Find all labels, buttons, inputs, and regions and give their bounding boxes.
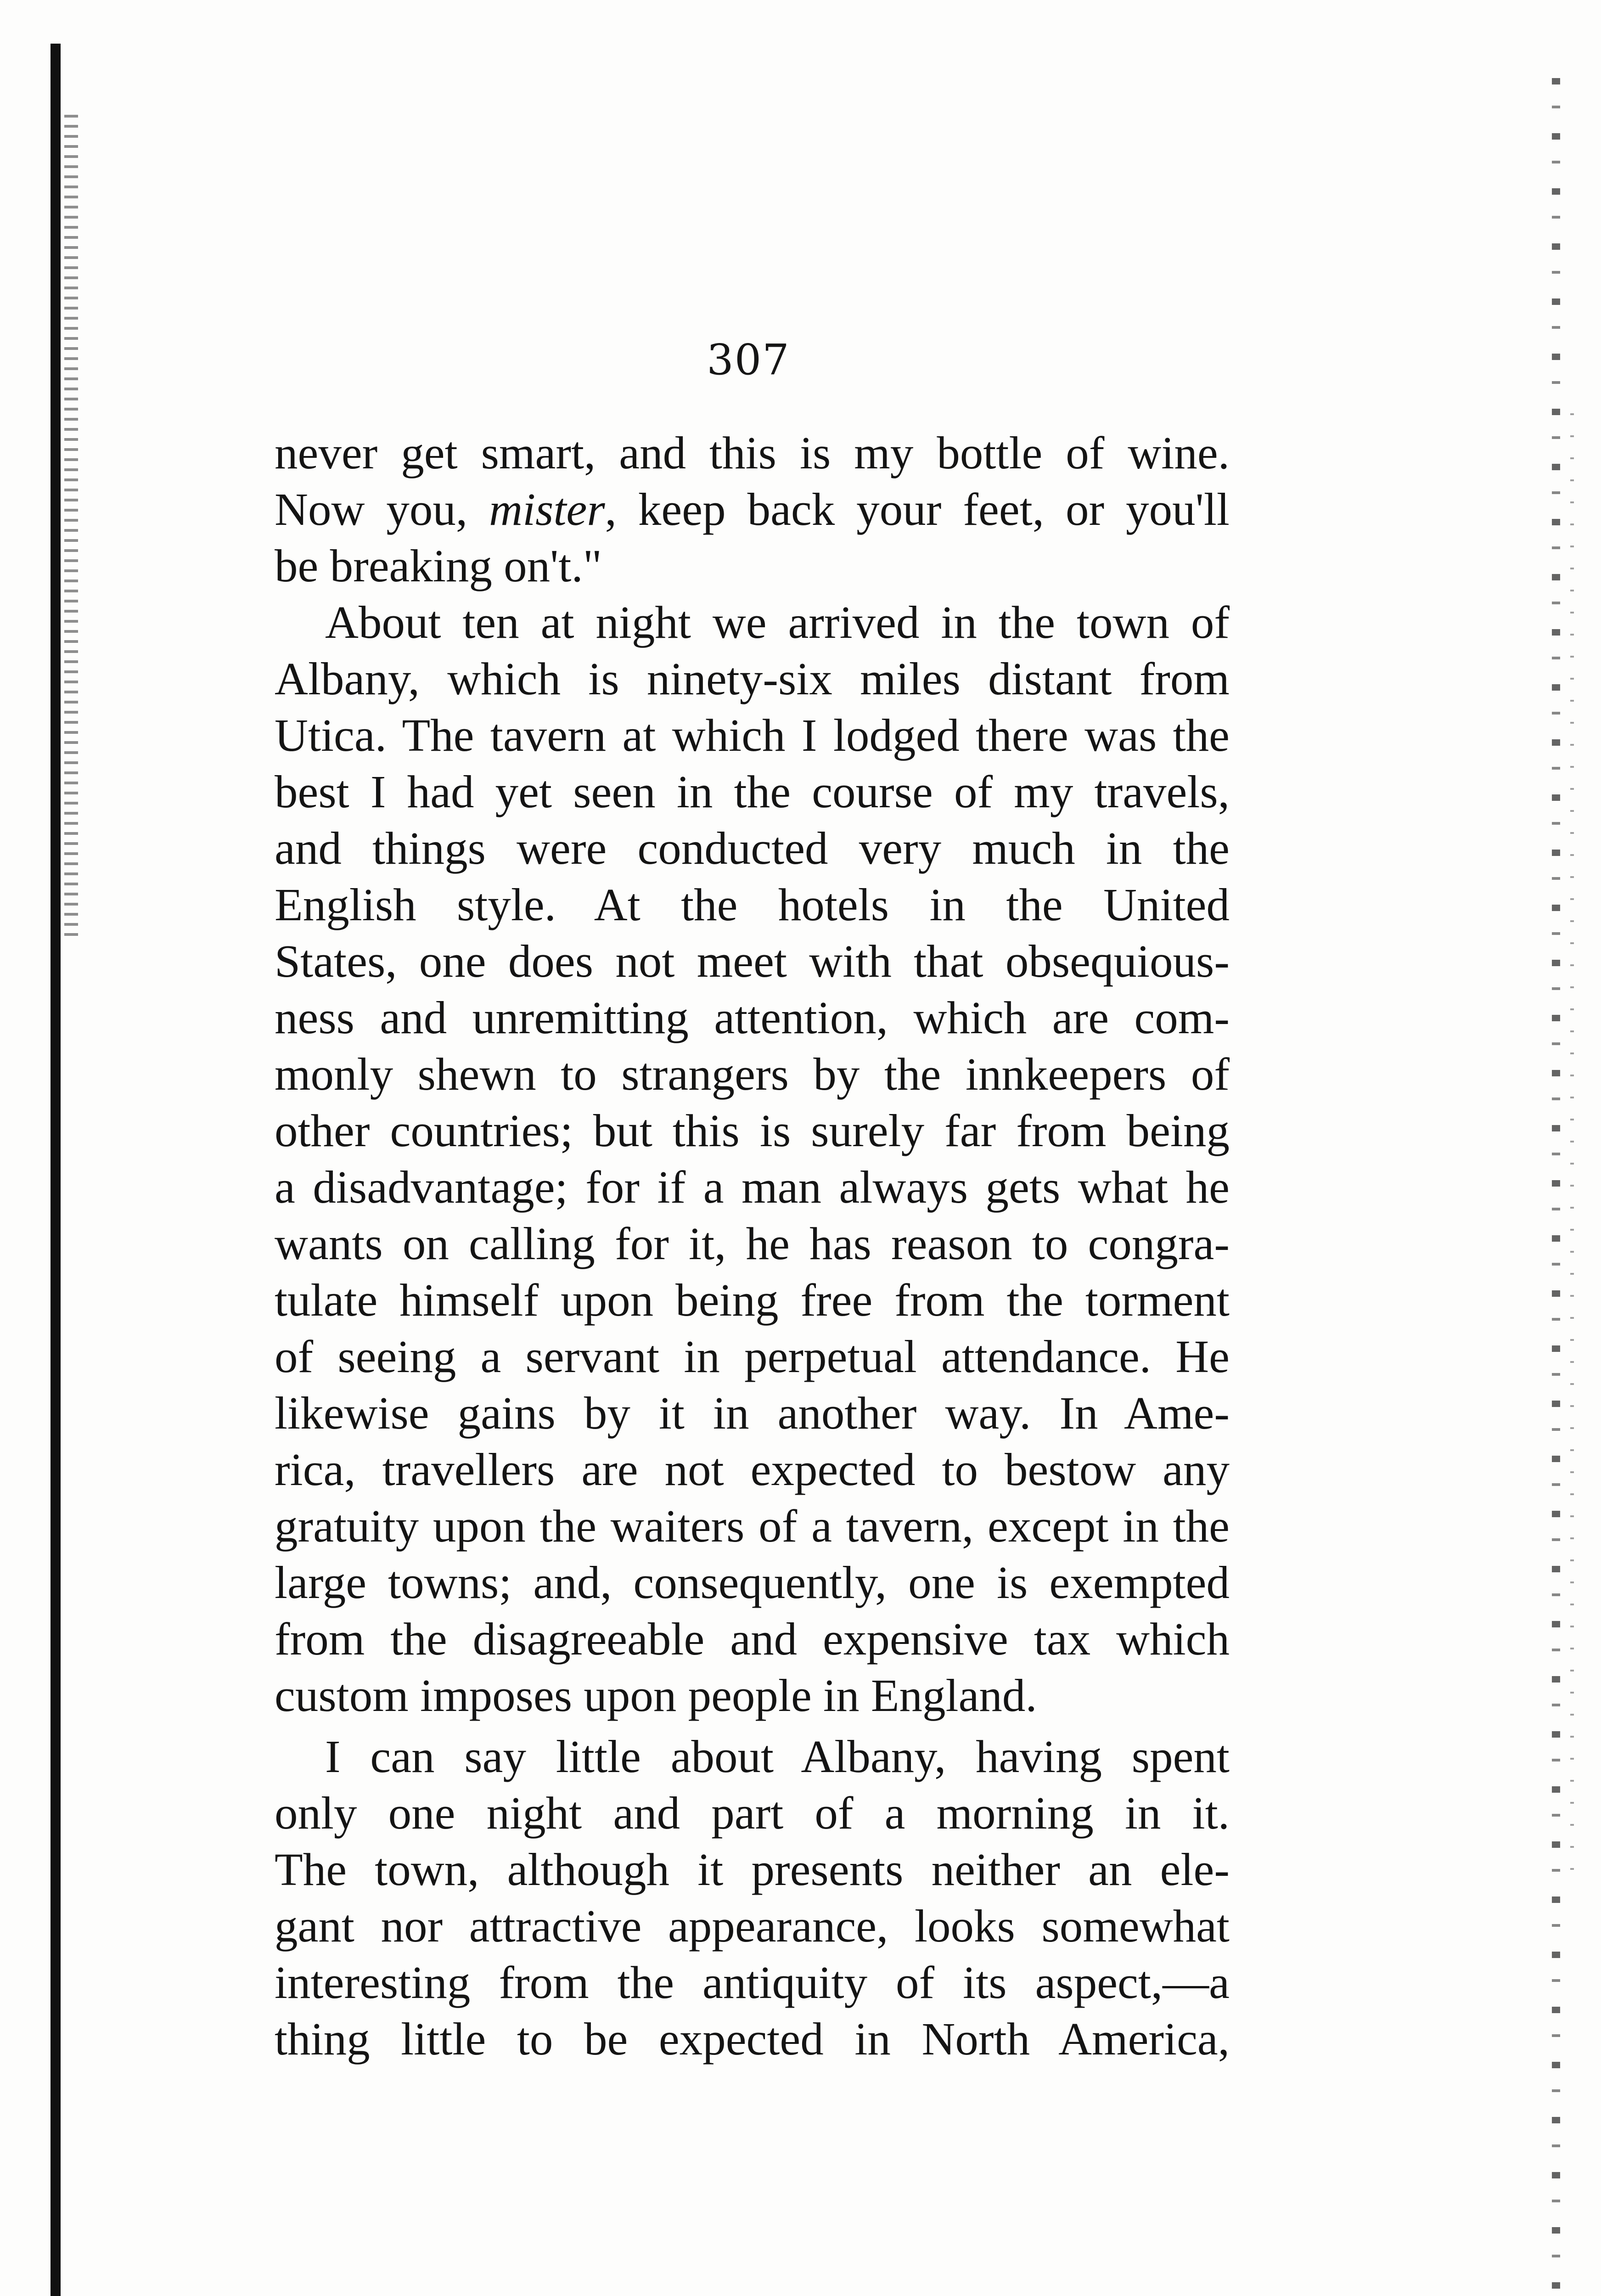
- text-line: and things were conducted very much in the: [275, 822, 1230, 874]
- paragraph-1: [275, 425, 1230, 594]
- text-line: ness and unremitting attention, which are com-: [275, 992, 1230, 1043]
- text-line: tulate himself upon being free from the torment: [275, 1274, 1230, 1326]
- text-line: large towns; and, consequently, one is exempted: [275, 1557, 1230, 1608]
- text-line: The town, although it presents neither an ele-: [275, 1844, 1230, 1895]
- text-line: custom imposes upon people in England.: [275, 1670, 1037, 1721]
- text-line: English style. At the hotels in the United: [275, 879, 1230, 930]
- text-line: interesting from the antiquity of its aspect,—a: [275, 1957, 1230, 2008]
- text-line: a disadvantage; for if a man always gets what he: [275, 1161, 1230, 1213]
- text-line: best I had yet seen in the course of my travels,: [275, 766, 1230, 817]
- text-line: only one night and part of a morning in it.: [275, 1787, 1230, 1839]
- text-line: from the disagreeable and expensive tax which: [275, 1613, 1230, 1665]
- text-run: Now you,: [275, 484, 489, 535]
- page-edge-right: [1552, 78, 1560, 2296]
- text-line: likewise gains by it in another way. In Ame-: [275, 1387, 1230, 1439]
- text-line: rica, travellers are not expected to bestow any: [275, 1444, 1230, 1495]
- text-line-with-italic: [275, 481, 1230, 538]
- text-line: Albany, which is ninety-six miles distant from: [275, 653, 1230, 704]
- italic-word: mister: [489, 484, 605, 535]
- text-line: of seeing a servant in perpetual attendance. He: [275, 1331, 1230, 1382]
- text-line: Utica. The tavern at which I lodged there was the: [275, 709, 1230, 761]
- binding-edge: [51, 44, 61, 2296]
- text-line: monly shewn to strangers by the innkeepers of: [275, 1048, 1230, 1100]
- page-number: 307: [707, 335, 790, 384]
- page-edge-right-texture: [1570, 413, 1574, 1883]
- paragraph-3: [275, 1728, 1230, 2067]
- text-line: States, one does not meet with that obsequious-: [275, 935, 1230, 987]
- text-line: thing little to be expected in North America,: [275, 2013, 1230, 2065]
- paragraph-gap: [275, 1724, 1230, 1728]
- body-text: [275, 425, 1230, 2067]
- text-line: other countries; but this is surely far from being: [275, 1105, 1230, 1156]
- text-line: be breaking on't.": [275, 540, 602, 591]
- text-line: I can say little about Albany, having spent: [325, 1731, 1230, 1782]
- text-line: gant nor attractive appearance, looks somewhat: [275, 1900, 1230, 1952]
- text-line: About ten at night we arrived in the town of: [325, 597, 1230, 648]
- text-run: , keep back your feet, or you'll: [605, 484, 1230, 535]
- text-line: never get smart, and this is my bottle of wine.: [275, 427, 1230, 478]
- binding-texture: [64, 115, 78, 941]
- text-line: gratuity upon the waiters of a tavern, except in the: [275, 1500, 1230, 1552]
- paragraph-2: [275, 594, 1230, 1724]
- text-line: wants on calling for it, he has reason to congra-: [275, 1218, 1230, 1269]
